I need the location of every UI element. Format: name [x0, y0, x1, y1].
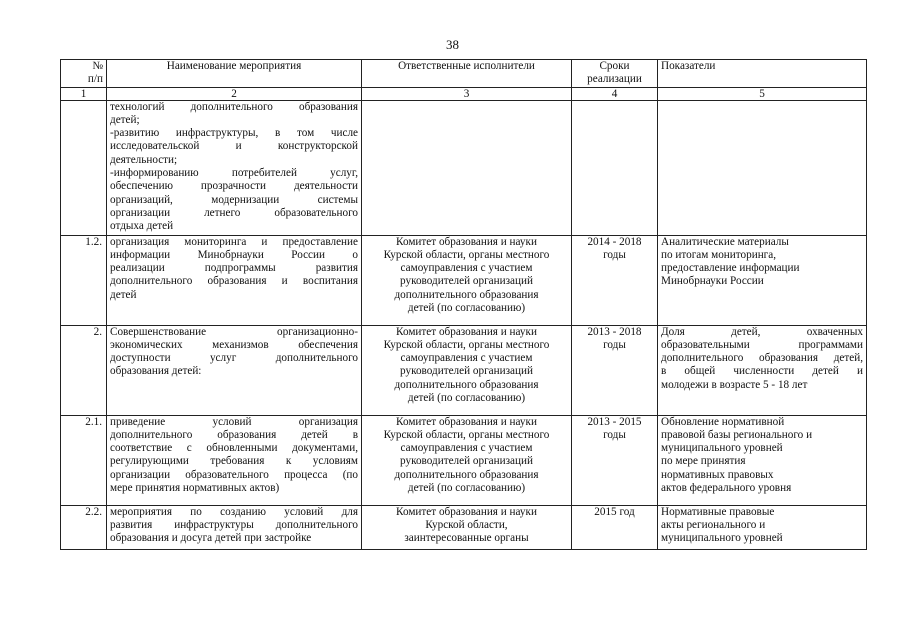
row-number — [61, 100, 107, 235]
responsible-executors-line: Комитет образования и науки — [396, 325, 537, 338]
implementation-term-line: годы — [603, 428, 626, 441]
activity-name-line: организаций, модернизации системы — [110, 193, 358, 206]
responsible-executors-line: Курской области, органы местного — [383, 248, 550, 261]
indicators-line: Доля детей, охваченных — [661, 325, 863, 338]
responsible-executors-line: руководителей организаций — [400, 455, 533, 468]
implementation-term-line: 2013 - 2018 — [587, 325, 642, 338]
table-row — [61, 415, 867, 505]
table-header-row — [61, 60, 867, 88]
indicators — [658, 505, 867, 549]
activity-name-line: реализации подпрограммы развития — [110, 262, 358, 275]
table-row — [61, 505, 867, 549]
indicators — [658, 325, 867, 415]
activity-name-line: Совершенствование организационно- — [110, 325, 358, 338]
responsible-executors-line: детей (по согласованию) — [407, 392, 526, 405]
responsible-executors-line: самоуправления с участием — [400, 442, 533, 455]
column-index: 1 — [61, 87, 107, 100]
indicators-line: в общей численности детей и — [661, 365, 863, 378]
implementation-term — [572, 505, 658, 549]
indicators-line: правовой базы регионального и — [661, 428, 813, 441]
responsible-executors — [362, 100, 572, 235]
row-number: 2.1. — [61, 415, 107, 505]
activity-name-line: мероприятия по созданию условий для — [110, 505, 358, 518]
responsible-executors — [362, 415, 572, 505]
responsible-executors — [362, 235, 572, 325]
activity-name — [107, 505, 362, 549]
activity-name-line: соответствие с обновленными документами, — [110, 442, 358, 455]
responsible-executors-line: детей (по согласованию) — [407, 482, 526, 495]
responsible-executors-line: руководителей организаций — [400, 275, 533, 288]
responsible-executors-line: дополнительного образования — [394, 288, 539, 301]
activity-name-line: образования и досуга детей при застройке — [110, 532, 312, 545]
responsible-executors-line: Курской области, органы местного — [383, 428, 550, 441]
table-row — [61, 325, 867, 415]
indicators-line: по итогам мониторинга, — [661, 248, 777, 261]
indicators-line: актов федерального уровня — [661, 482, 792, 495]
indicators-line: предоставление информации — [661, 262, 800, 275]
implementation-term — [572, 415, 658, 505]
responsible-executors-line: самоуправления с участием — [400, 352, 533, 365]
responsible-executors-line: дополнительного образования — [394, 378, 539, 391]
header-indicators: Показатели — [658, 60, 867, 88]
activity-name-line: детей — [110, 288, 137, 301]
indicators-line: нормативных правовых — [661, 468, 774, 481]
activity-name-line: экономических механизмов обеспечения — [110, 338, 358, 351]
activity-name-line: отдыха детей — [110, 220, 174, 233]
implementation-term-line: 2014 - 2018 — [587, 235, 642, 248]
implementation-term — [572, 235, 658, 325]
responsible-executors-line: детей (по согласованию) — [407, 302, 526, 315]
indicators-line: акты регионального и — [661, 518, 766, 531]
indicators-line: молодежи в возрасте 5 - 18 лет — [661, 378, 808, 391]
activity-name — [107, 100, 362, 235]
activity-name — [107, 415, 362, 505]
responsible-executors-line: заинтересованные органы — [404, 532, 529, 545]
header-name: Наименование мероприятия — [107, 60, 362, 88]
activity-name-line: регулирующими требования к условиям — [110, 455, 358, 468]
activity-name-line: исследовательской и конструкторской — [110, 140, 358, 153]
activity-name-line: дополнительного образования и воспитания — [110, 275, 358, 288]
activity-name-line: мере принятия нормативных актов) — [110, 482, 280, 495]
column-index-row — [61, 87, 867, 100]
implementation-term — [572, 100, 658, 235]
implementation-term-line: 2013 - 2015 — [587, 415, 642, 428]
responsible-executors-line: самоуправления с участием — [400, 262, 533, 275]
activity-name-line: дополнительного образования детей в — [110, 428, 358, 441]
responsible-executors-line: Курской области, — [425, 518, 508, 531]
header-term: Сроки реализации — [572, 60, 658, 88]
row-number: 2.2. — [61, 505, 107, 549]
table-row — [61, 235, 867, 325]
activities-table — [60, 59, 867, 550]
responsible-executors-line: дополнительного образования — [394, 468, 539, 481]
activity-name-line: развития инфраструктуры дополнительного — [110, 518, 358, 531]
activity-name-line: организация мониторинга и предоставление — [110, 235, 358, 248]
indicators-line: образовательными программами — [661, 338, 863, 351]
responsible-executors — [362, 325, 572, 415]
activity-name — [107, 235, 362, 325]
column-index: 5 — [658, 87, 867, 100]
activity-name-line: доступности услуг дополнительного — [110, 352, 358, 365]
activity-name-line: информации Минобрнауки России о — [110, 248, 358, 261]
responsible-executors — [362, 505, 572, 549]
indicators-line: муниципального уровней — [661, 532, 783, 545]
indicators — [658, 415, 867, 505]
indicators-line: Аналитические материалы — [661, 235, 789, 248]
indicators-line: дополнительного образования детей, — [661, 352, 863, 365]
implementation-term-line: годы — [603, 248, 626, 261]
activity-name-line: обеспечению прозрачности деятельности — [110, 180, 358, 193]
column-index: 3 — [362, 87, 572, 100]
indicators-line: Нормативные правовые — [661, 505, 775, 518]
header-num: № п/п — [61, 60, 107, 88]
indicators — [658, 100, 867, 235]
responsible-executors-line: руководителей организаций — [400, 365, 533, 378]
indicators-line: Минобрнауки России — [661, 275, 764, 288]
table-body — [61, 100, 867, 549]
row-number: 1.2. — [61, 235, 107, 325]
indicators-line: Обновление нормативной — [661, 415, 785, 428]
responsible-executors-line: Курской области, органы местного — [383, 338, 550, 351]
activity-name-line: технологий дополнительного образования — [110, 100, 358, 113]
activity-name — [107, 325, 362, 415]
activity-name-line: детей; — [110, 113, 140, 126]
implementation-term-line: годы — [603, 338, 626, 351]
activity-name-line: образования детей: — [110, 365, 202, 378]
activity-name-line: деятельности; — [110, 153, 178, 166]
column-index: 2 — [107, 87, 362, 100]
activity-name-line: организации летнего образовательного — [110, 206, 358, 219]
activity-name-line: -информированию потребителей услуг, — [110, 167, 358, 180]
indicators-line: муниципального уровней — [661, 442, 783, 455]
implementation-term — [572, 325, 658, 415]
activity-name-line: организации образовательного процесса (по — [110, 468, 358, 481]
row-number: 2. — [61, 325, 107, 415]
activity-name-line: -развитию инфраструктуры, в том числе — [110, 127, 358, 140]
page-number: 38 — [446, 37, 459, 52]
responsible-executors-line: Комитет образования и науки — [396, 235, 537, 248]
indicators-line: по мере принятия — [661, 455, 746, 468]
header-responsible: Ответственные исполнители — [362, 60, 572, 88]
responsible-executors-line: Комитет образования и науки — [396, 415, 537, 428]
implementation-term-line: 2015 год — [594, 505, 635, 518]
column-index: 4 — [572, 87, 658, 100]
indicators — [658, 235, 867, 325]
activity-name-line: приведение условий организация — [110, 415, 358, 428]
table-row — [61, 100, 867, 235]
responsible-executors-line: Комитет образования и науки — [396, 505, 537, 518]
